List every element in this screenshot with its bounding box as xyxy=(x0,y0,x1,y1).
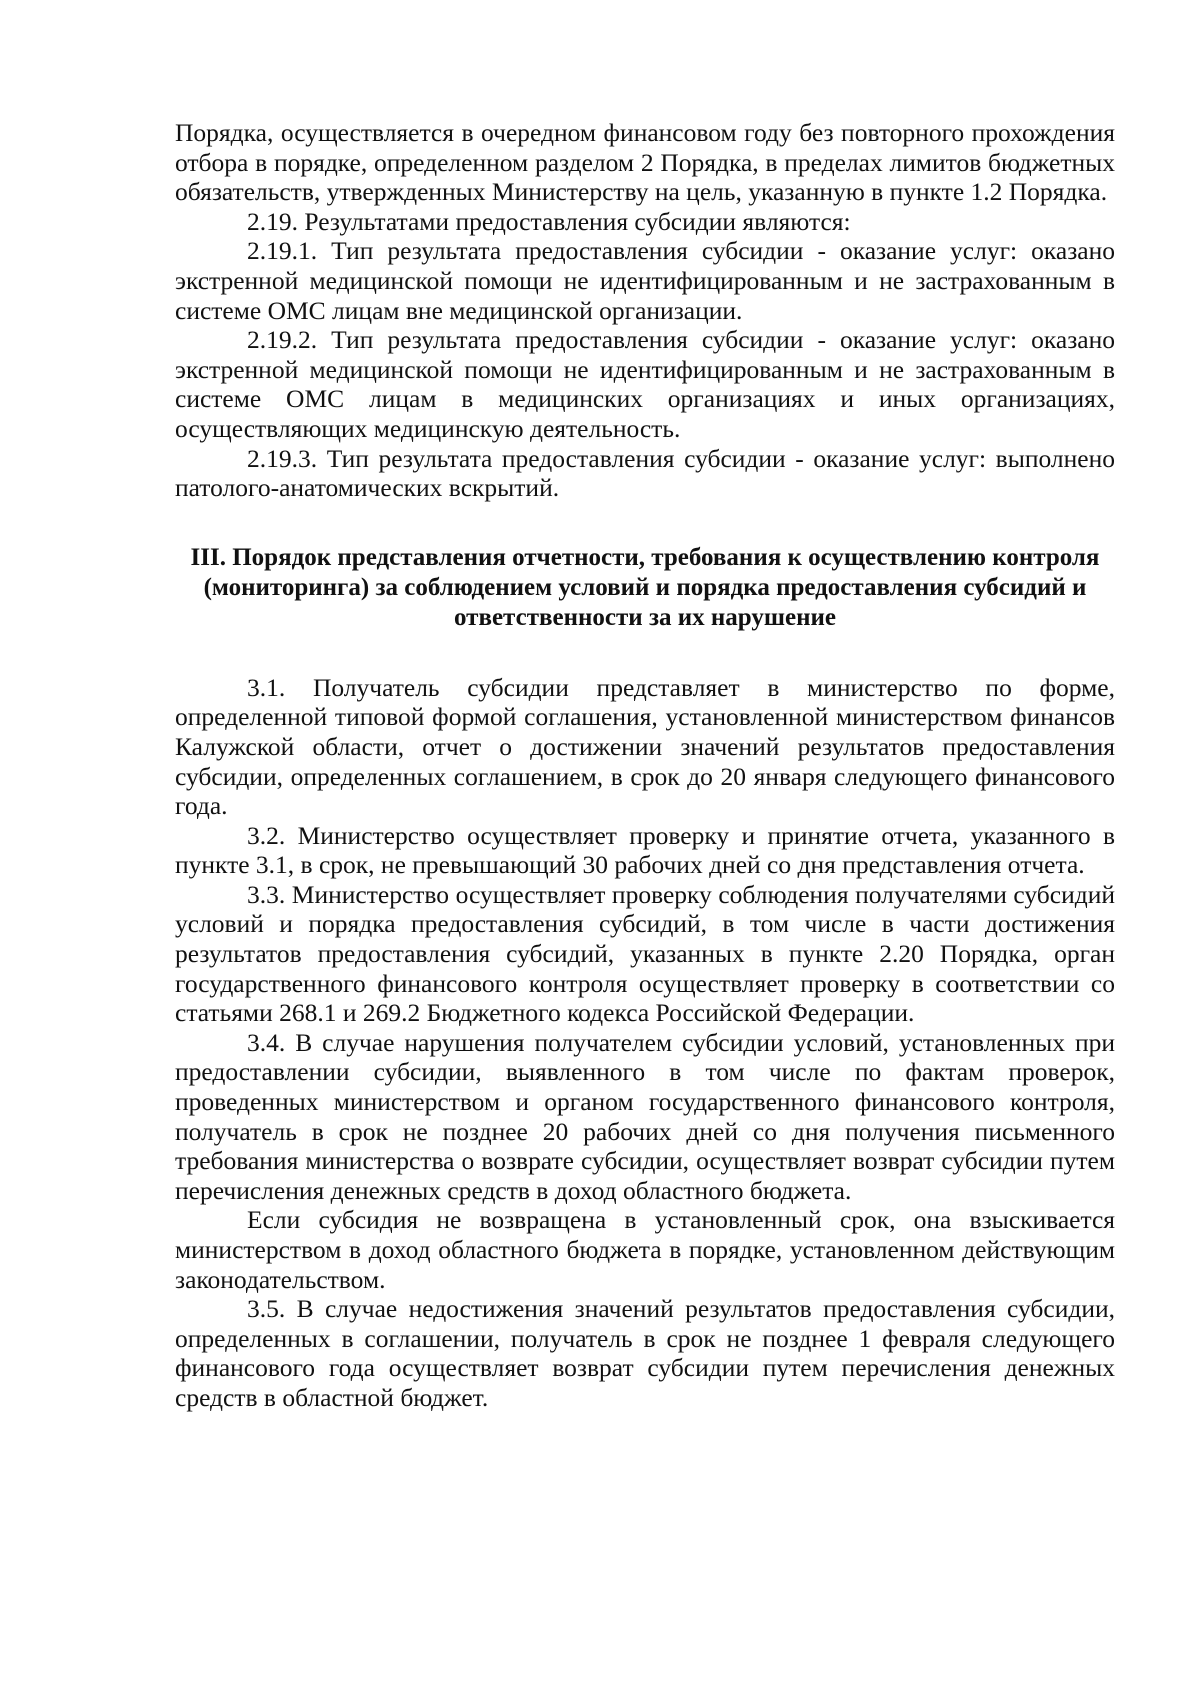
paragraph-3-4-continuation: Если субсидия не возвращена в установленный срок, она взыскивается министерством в доход областного бюджета в порядке, установленном действующим законодательством. xyxy=(175,1205,1115,1294)
paragraph-3-1: 3.1. Получатель субсидии представляет в министерство по форме, определенной типовой формой соглашения, установленной министерством финансов Калужской области, отчет о достижении значений результатов предоставления субсидии, определенных соглашением, в срок до 20 января следующего финансового года. xyxy=(175,672,1115,821)
paragraph-continuation: Порядка, осуществляется в очередном финансовом году без повторного прохождения отбора в порядке, определенном разделом 2 Порядка, в пределах лимитов бюджетных обязательств, утвержденных Министерству на цель, указанную в пункте 1.2 Порядка. xyxy=(175,118,1115,207)
paragraph-3-3: 3.3. Министерство осуществляет проверку соблюдения получателями субсидий условий и порядка предоставления субсидий, в том числе в части достижения результатов предоставления субсидий, указанных в пункте 2.20 Порядка, орган государственного финансового контроля осуществляет проверку в соответствии со статьями 268.1 и 269.2 Бюджетного кодекса Российской Федерации. xyxy=(175,879,1115,1028)
paragraph-3-5: 3.5. В случае недостижения значений результатов предоставления субсидии, определенных в соглашении, получатель в срок не позднее 1 февраля следующего финансового года осуществляет возврат субсидии путем перечисления денежных средств в областной бюджет. xyxy=(175,1294,1115,1412)
document-page xyxy=(175,118,1115,1413)
paragraph-2-19-1: 2.19.1. Тип результата предоставления субсидии - оказание услуг: оказано экстренной медицинской помощи не идентифицированным и не застрахованным в системе ОМС лицам вне медицинской организации. xyxy=(175,236,1115,325)
paragraph-2-19: 2.19. Результатами предоставления субсидии являются: xyxy=(247,206,851,236)
paragraph-2-19-2: 2.19.2. Тип результата предоставления субсидии - оказание услуг: оказано экстренной медицинской помощи не идентифицированным и не застрахованным в системе ОМС лицам в медицинских организациях и иных организациях, осуществляющих медицинскую деятельность. xyxy=(175,325,1115,443)
paragraph-3-2: 3.2. Министерство осуществляет проверку и принятие отчета, указанного в пункте 3.1, в срок, не превышающий 30 рабочих дней со дня представления отчета. xyxy=(175,820,1115,880)
paragraph-2-19-3: 2.19.3. Тип результата предоставления субсидии - оказание услуг: выполнено патолого-анатомических вскрытий. xyxy=(175,443,1115,503)
section-3-heading: III. Порядок представления отчетности, требования к осуществлению контроля (мониторинга) за соблюдением условий и порядка предоставления субсидий и ответственности за их нарушение xyxy=(190,543,1100,631)
paragraph-3-4: 3.4. В случае нарушения получателем субсидии условий, установленных при предоставлении субсидии, выявленного в том числе по фактам проверок, проведенных министерством и органом государственного финансового контроля, получатель в срок не позднее 20 рабочих дней со дня получения письменного требования министерства о возврате субсидии, осуществляет возврат субсидии путем перечисления денежных средств в доход областного бюджета. xyxy=(175,1027,1115,1205)
